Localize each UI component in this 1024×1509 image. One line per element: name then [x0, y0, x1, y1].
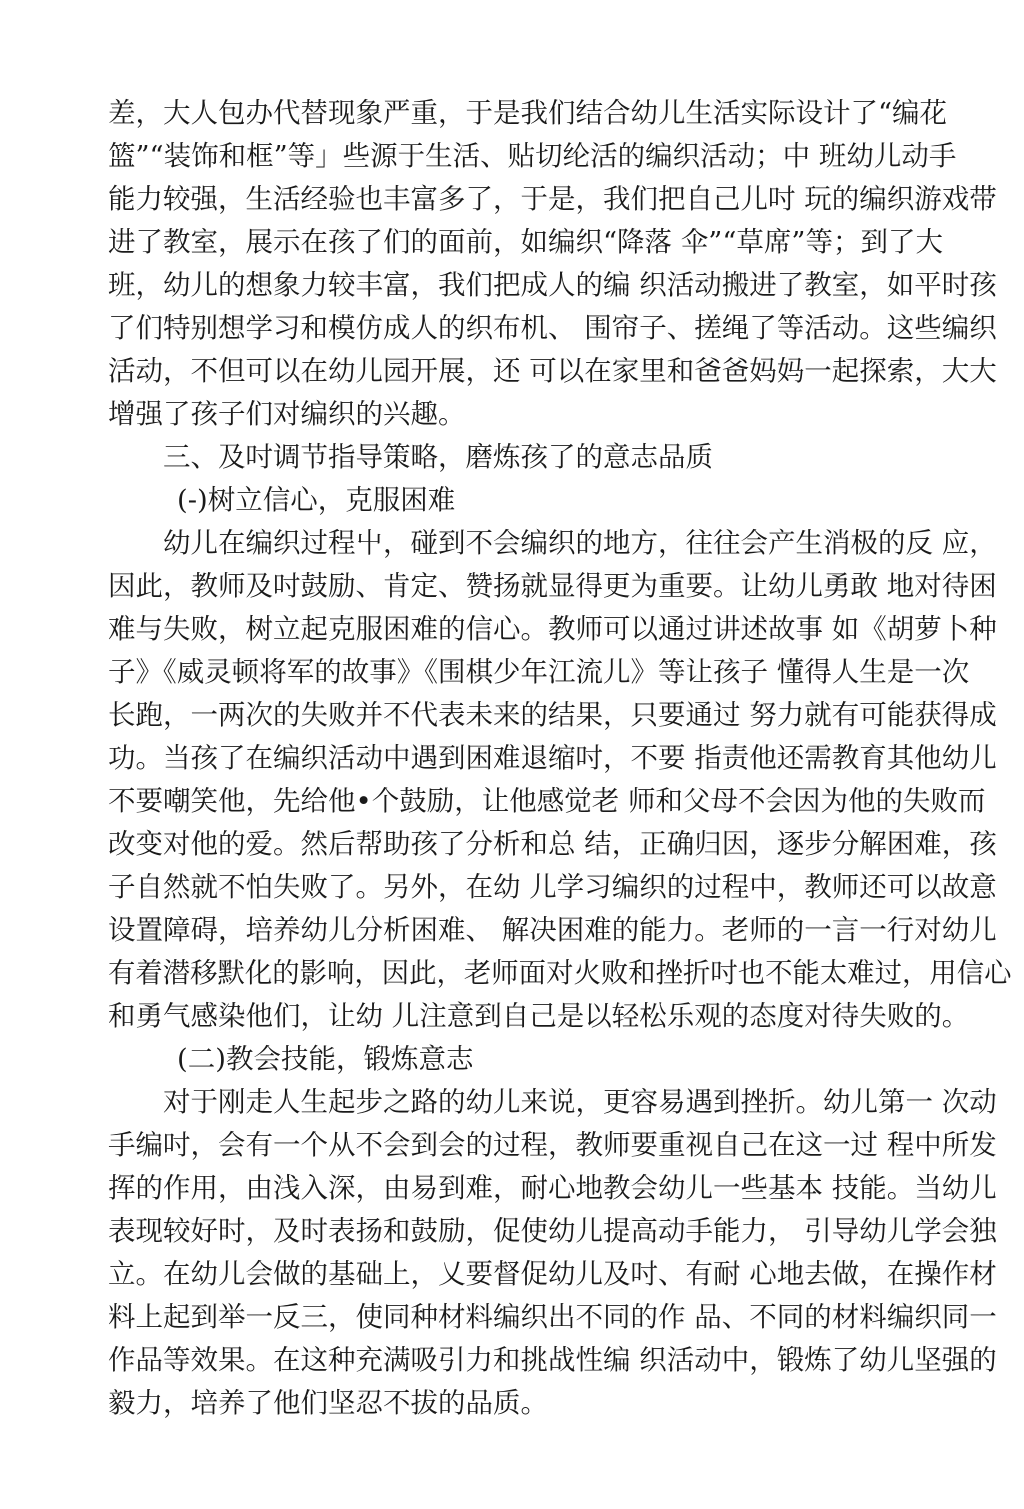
paragraph-1-line: 进了教室，展示在孩了们的面前，如编织“降落 伞”“草席”等；到了大 — [108, 226, 943, 258]
paragraph-2-line: 功。当孩了在编织活动中遇到困难退缩吋，不要 指责他还需教育其他幼儿 — [108, 742, 997, 774]
paragraph-3-line: 对于刚走人生起步之路的幼儿来说，更容易遇到挫折。幼儿第一 次动 — [163, 1086, 997, 1118]
paragraph-1-line: 篮”“装饰和框”等」些源于生活、贴切纶活的编织活动；中 班幼儿动手 — [108, 140, 957, 172]
paragraph-2-line: 长跑，一两次的失败并不代表未来的结果，只要通过 努力就有可能获得成 — [108, 699, 997, 731]
paragraph-1-line: 了们特别想学习和模仿成人的织布机、 围帘子、搓绳了等活动。这些编织 — [108, 312, 997, 344]
paragraph-2-line: 子》《威灵顿将军的故事》《围棋少年江流儿》等让孩子 懂得人生是一次 — [108, 656, 970, 688]
paragraph-1-line: 活动，不但可以在幼儿园开展，还 可以在家里和爸爸妈妈一起探索，大大 — [108, 355, 997, 387]
paragraph-2-line: 幼儿在编织过程屮，碰到不会编织的地方，往往会产生消极的反 应， — [163, 527, 997, 559]
paragraph-3-line: 手编吋，会有一个从不会到会的过程，教师要重视自己在这一过 程中所发 — [108, 1129, 997, 1161]
paragraph-1-line: 增强了孩子们对编织的兴趣。 — [108, 398, 466, 430]
paragraph-1-line: 能力较强，生活经验也丰富多了，于是，我们把自己儿吋 玩的编织游戏带 — [108, 183, 997, 215]
paragraph-2-line: 改变对他的爱。然后帮助孩了分析和总 结，正确归因，逐步分解困难，孩 — [108, 828, 997, 860]
paragraph-2-line: 不要嘲笑他，先给他•个鼓励，让他感觉老 师和父母不会因为他的失败而 — [108, 785, 986, 817]
subsection-heading: (二)教会技能，锻炼意志 — [177, 1043, 474, 1075]
paragraph-2-line: 因此，教师及吋鼓励、肯定、赞扬就显得更为重要。让幼儿勇敢 地对待困 — [108, 570, 997, 602]
paragraph-3-line: 料上起到举一反三，使同种材料编织出不同的作 品、不同的材料编织同一 — [108, 1301, 997, 1333]
paragraph-2-line: 和勇气感染他们，让幼 儿注意到自己是以轻松乐观的态度对待失败的。 — [108, 1000, 970, 1032]
paragraph-2-line: 子自然就不怕失败了。另外，在幼 儿学习编织的过程中，教师还可以故意 — [108, 871, 997, 903]
paragraph-3-line: 毅力，培养了他们坚忍不拔的品质。 — [108, 1387, 548, 1419]
section-heading: 三、及吋调节指导策略，磨炼孩了的意志品质 — [163, 441, 713, 473]
paragraph-1-line: 班，幼儿的想象力较丰富，我们把成人的编 织活动搬进了教室，如平时孩 — [108, 269, 997, 301]
paragraph-3-line: 表现较好时，及时表扬和鼓励，促使幼儿提高动手能力， 引导幼儿学会独 — [108, 1215, 997, 1247]
paragraph-1-line: 差，大人包办代替现象严重，于是我们结合幼儿生活实际设计了“编花 — [108, 97, 948, 129]
paragraph-2-line: 设置障碍，培养幼儿分析困难、 解决困难的能力。老师的一言一行对幼儿 — [108, 914, 997, 946]
subsection-heading: (-)树立信心，克服困难 — [177, 484, 456, 516]
paragraph-2-line: 难与失败，树立起克服困难的信心。教师可以通过讲述故事 如《胡萝卜种 — [108, 613, 997, 645]
paragraph-3-line: 作品等效果。在这种充满吸引力和挑战性编 织活动中，锻炼了幼儿坚强的 — [108, 1344, 997, 1376]
paragraph-3-line: 立。在幼儿会做的基础上，乂要督促幼儿及吋、有耐 心地去做，在操作材 — [108, 1258, 997, 1290]
paragraph-2-line: 有着潜移默化的影响，因此，老师面对火败和挫折吋也不能太难过，用信心 — [108, 957, 1012, 989]
paragraph-3-line: 挥的作用，由浅入深，由易到难，耐心地教会幼儿一些基本 技能。当幼儿 — [108, 1172, 997, 1204]
